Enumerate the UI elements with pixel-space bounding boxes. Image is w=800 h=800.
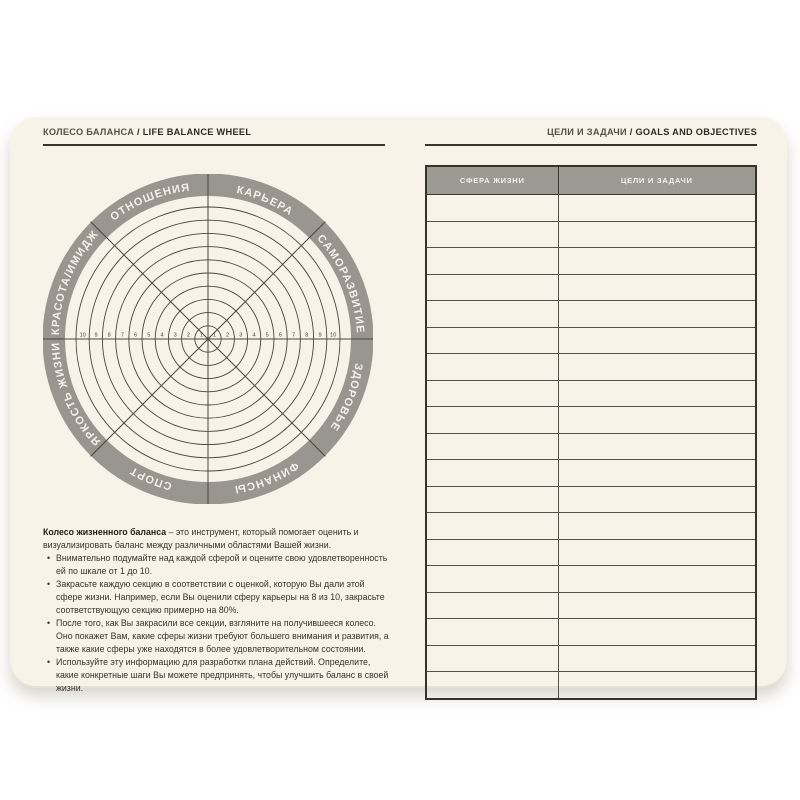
bullet-icon: • (47, 553, 51, 563)
wheel-scale-number: 8 (305, 332, 309, 339)
wheel-segment-label: ОТНОШЕНИЯ (108, 181, 191, 224)
wheel-scale-number: 2 (186, 332, 190, 339)
wheel-spoke-line (91, 222, 208, 339)
goals-table-empty-cell (558, 301, 756, 328)
left-title-russian: КОЛЕСО БАЛАНСА (43, 127, 135, 137)
goals-table-row (426, 486, 756, 513)
goals-table-empty-cell (426, 433, 558, 460)
wheel-scale-number: 4 (160, 332, 164, 339)
life-balance-wheel (43, 174, 373, 504)
goals-table-empty-cell (558, 619, 756, 646)
goals-table-row (426, 354, 756, 381)
goals-table-row (426, 592, 756, 619)
goals-table-row (426, 248, 756, 275)
wheel-segment-label: САМОРАЗВИТИЕ (314, 232, 366, 335)
goals-table-empty-cell (558, 645, 756, 672)
goals-table-row (426, 645, 756, 672)
goals-table-empty-cell (558, 513, 756, 540)
goals-table-empty-cell (426, 354, 558, 381)
bullet-text: Используйте эту информацию для разработки плана действий. Определите, какие конкретные шаги Вы можете предпринять, чтобы улучшить баланс в своей жизни. (56, 657, 389, 693)
description-bullet (43, 617, 389, 656)
goals-table-row (426, 433, 756, 460)
goals-table-row (426, 539, 756, 566)
goals-table-row (426, 380, 756, 407)
wheel-segment-label: ЯРКОСТЬ ЖИЗНИ (49, 341, 104, 448)
right-title-russian: ЦЕЛИ И ЗАДАЧИ (547, 127, 627, 137)
goals-table-empty-cell (426, 407, 558, 434)
goals-table-empty-cell (426, 301, 558, 328)
wheel-scale-number: 6 (134, 332, 138, 339)
goals-table-row (426, 407, 756, 434)
wheel-segment-label: СПОРТ (127, 463, 174, 492)
goals-table-empty-cell (558, 248, 756, 275)
goals-table-empty-cell (426, 619, 558, 646)
wheel-spoke-line (91, 339, 208, 456)
title-separator: / (626, 127, 636, 137)
wheel-scale-number: 1 (200, 332, 204, 339)
goals-table-row (426, 566, 756, 593)
wheel-scale-number: 3 (173, 332, 177, 339)
wheel-svg (43, 174, 373, 504)
wheel-segment-label: ФИНАНСЫ (232, 459, 301, 496)
right-header-rule (425, 144, 757, 146)
wheel-scale-number: 10 (330, 332, 337, 339)
goals-table-empty-cell (426, 592, 558, 619)
goals-table-empty-cell (558, 195, 756, 222)
goals-table-empty-cell (558, 327, 756, 354)
goals-table-row (426, 221, 756, 248)
goals-table-empty-cell (426, 460, 558, 487)
wheel-scale-number: 8 (107, 332, 111, 339)
goals-table-empty-cell (426, 486, 558, 513)
goals-table-empty-cell (426, 380, 558, 407)
wheel-scale-number: 4 (252, 332, 256, 339)
goals-table-row (426, 460, 756, 487)
bullet-icon: • (47, 579, 51, 589)
bullet-icon: • (47, 657, 51, 667)
column-header-life-sphere: СФЕРА ЖИЗНИ (426, 166, 558, 195)
goals-table-empty-cell (426, 327, 558, 354)
wheel-scale-number: 7 (292, 332, 296, 339)
goals-table-empty-cell (426, 645, 558, 672)
description-bullet (43, 656, 389, 695)
wheel-description (43, 526, 389, 695)
bullet-icon: • (47, 618, 51, 628)
goals-table-empty-cell (558, 433, 756, 460)
goals-table-row (426, 513, 756, 540)
wheel-scale-number: 3 (239, 332, 243, 339)
goals-table-empty-cell (426, 221, 558, 248)
goals-table-empty-cell (558, 274, 756, 301)
title-separator: / (134, 127, 143, 137)
wheel-scale-number: 1 (212, 332, 216, 339)
wheel-spoke-line (208, 339, 325, 456)
description-bullet-list (43, 552, 389, 695)
goals-table-empty-cell (426, 539, 558, 566)
goals-table-row (426, 301, 756, 328)
right-title-english: GOALS AND OBJECTIVES (635, 127, 757, 137)
goals-table-empty-cell (426, 195, 558, 222)
left-title-english: LIFE BALANCE WHEEL (142, 127, 252, 137)
goals-table (425, 165, 757, 700)
description-intro-rest: – это инструмент, который помогает оценить и визуализировать баланс между различными областями Вашей жизни. (43, 527, 359, 550)
wheel-scale-number: 2 (226, 332, 230, 339)
goals-table-empty-cell (558, 460, 756, 487)
description-intro (43, 526, 389, 552)
wheel-segment-label: КРАСОТА/ИМИДЖ (49, 228, 102, 336)
description-bullet (43, 578, 389, 617)
goals-table-empty-cell (426, 274, 558, 301)
goals-table-empty-cell (426, 513, 558, 540)
goals-table-row (426, 195, 756, 222)
goals-table-empty-cell (426, 672, 558, 699)
goals-table-row (426, 672, 756, 699)
wheel-grid-lines (43, 174, 373, 504)
goals-table-row (426, 619, 756, 646)
goals-table-empty-cell (558, 486, 756, 513)
left-header-rule (43, 144, 385, 146)
bullet-text: Закрасьте каждую секцию в соответствии с оценкой, которую Вы дали этой сфере жизни. Например, если Вы оценили сферу карьеры на 8 из 10, закрасьте соответствующую секцию примерно на 80%. (56, 579, 385, 615)
goals-table-header-row (426, 166, 756, 195)
description-bullet (43, 552, 389, 578)
goals-table-empty-cell (558, 380, 756, 407)
wheel-spoke-line (208, 222, 325, 339)
goals-table-empty-cell (558, 407, 756, 434)
goals-table-row (426, 274, 756, 301)
wheel-scale-number: 5 (147, 332, 151, 339)
goals-table-empty-cell (558, 592, 756, 619)
goals-table-empty-cell (558, 221, 756, 248)
wheel-scale-number: 9 (318, 332, 322, 339)
wheel-scale-number: 6 (278, 332, 282, 339)
wheel-scale-number: 7 (120, 332, 124, 339)
goals-table-empty-cell (558, 672, 756, 699)
goals-objectives-table (425, 165, 757, 700)
goals-table-empty-cell (558, 566, 756, 593)
wheel-scale-number: 5 (265, 332, 269, 339)
planner-spread-page (10, 117, 787, 693)
wheel-segment-label: ЗДОРОВЬЕ (327, 362, 365, 434)
goals-table-row (426, 327, 756, 354)
goals-table-empty-cell (426, 248, 558, 275)
goals-table-empty-cell (558, 354, 756, 381)
wheel-scale-number: 10 (79, 332, 86, 339)
column-header-goals: ЦЕЛИ И ЗАДАЧИ (558, 166, 756, 195)
wheel-scale-number: 9 (94, 332, 98, 339)
bullet-text: После того, как Вы закрасили все секции, взгляните на получившееся колесо. Оно покажет Вам, какие сферы жизни требуют большего внимания и развития, а также какие сферы уже находятся в более удовлетворительном состоянии. (56, 618, 389, 654)
bullet-text: Внимательно подумайте над каждой сферой и оцените свою удовлетворенность ей по шкале от 1 до 10. (56, 553, 388, 576)
description-lead: Колесо жизненного баланса (43, 527, 167, 537)
goals-table-empty-cell (426, 566, 558, 593)
wheel-segment-label: КАРЬЕРА (235, 184, 296, 219)
goals-table-empty-cell (558, 539, 756, 566)
